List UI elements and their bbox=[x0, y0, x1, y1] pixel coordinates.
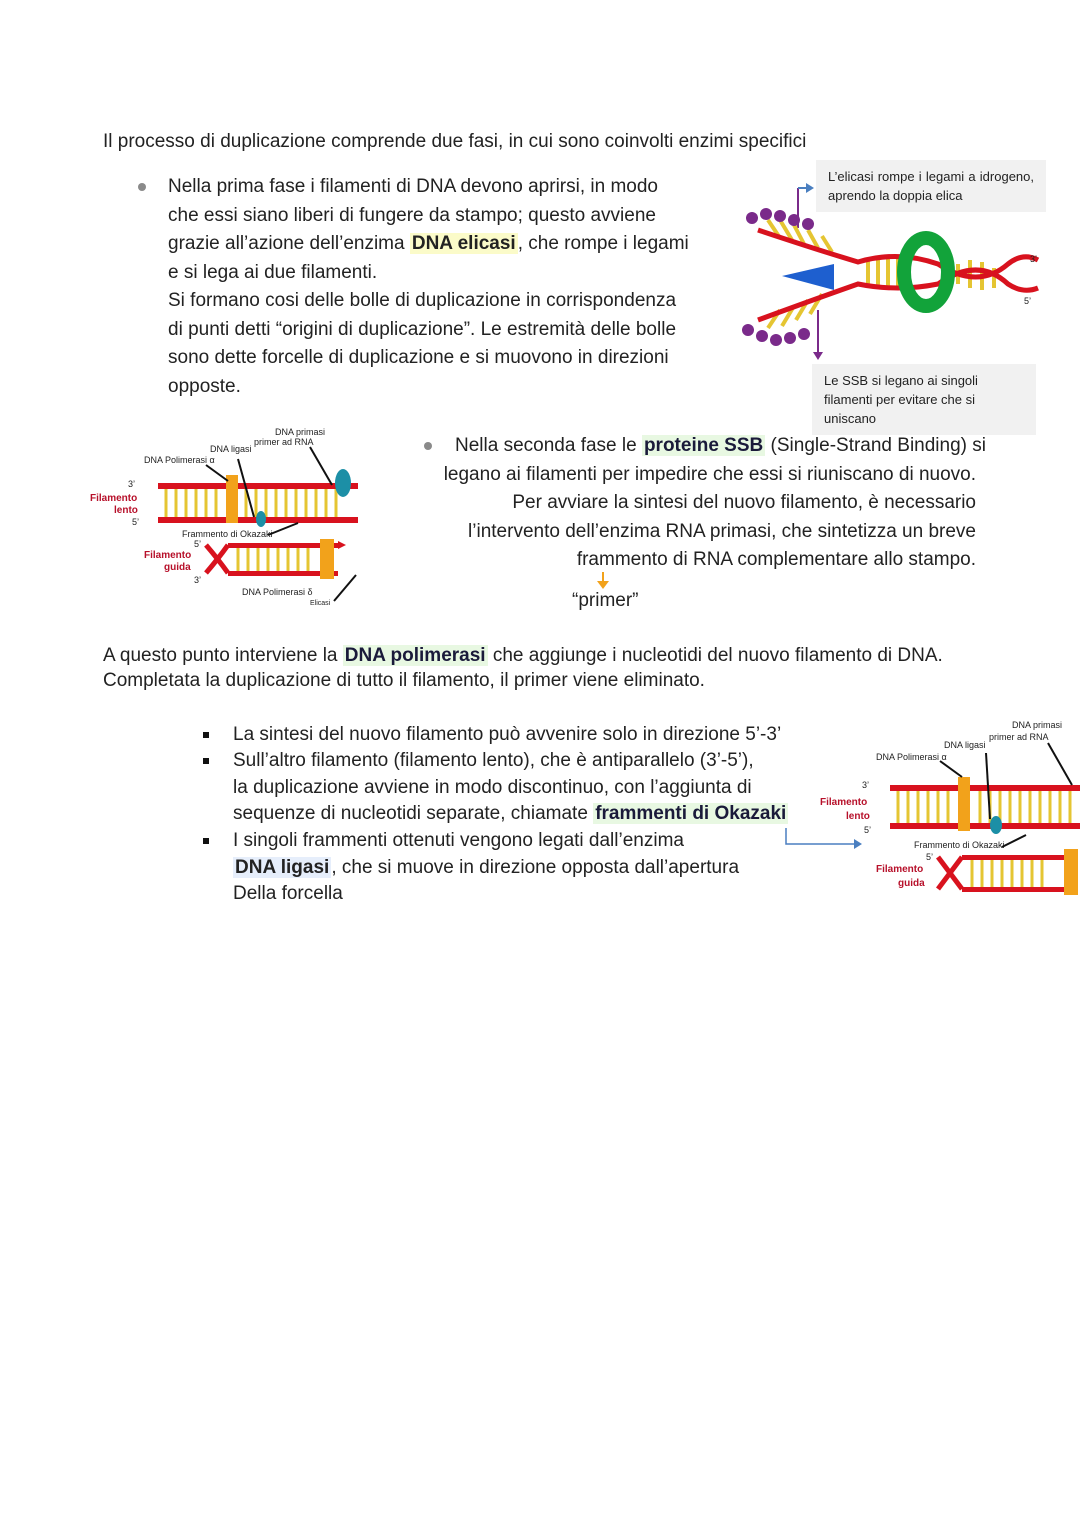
label-primer-rna: primer ad RNA bbox=[254, 437, 314, 447]
intro-text: Il processo di duplicazione comprende due fasi, in cui sono coinvolti enzimi specifici bbox=[103, 131, 807, 152]
phase2-line5: frammento di RNA complementare allo stampo. bbox=[576, 549, 976, 570]
phase1-line3-a: grazie all’azione dell’enzima bbox=[168, 233, 410, 254]
list-item2-line3 bbox=[233, 800, 788, 829]
list-item3-line2-b: , che si muove in direzione opposta dall’apertura bbox=[331, 857, 740, 878]
r-pointer-pol-alpha bbox=[940, 761, 962, 777]
label-elicasi: Elicasi bbox=[310, 600, 331, 605]
leading-rungs bbox=[238, 548, 308, 571]
r-pol-delta-block-icon bbox=[1064, 849, 1078, 895]
phase2-line1-a: Nella seconda fase le bbox=[455, 435, 642, 456]
leading-arrow-icon bbox=[338, 541, 346, 549]
pointer-primasi bbox=[310, 447, 332, 485]
fig1-label-3: 3’ bbox=[1030, 254, 1038, 264]
lagging-strand-top bbox=[158, 483, 358, 489]
r-lagging-strand-bottom bbox=[890, 823, 1080, 829]
label-filamento-guida-2: guida bbox=[164, 562, 191, 573]
phase1-line3-b: , che rompe i legami bbox=[517, 233, 689, 254]
bullet-item2 bbox=[203, 758, 209, 764]
label-filamento-lento-1: Filamento bbox=[90, 493, 138, 504]
r-label-primer-rna: primer ad RNA bbox=[989, 732, 1049, 742]
bullet-phase1 bbox=[138, 183, 146, 191]
r-label-dna-primasi: DNA primasi bbox=[1012, 720, 1063, 730]
pointer-pol-alpha bbox=[206, 465, 228, 481]
r-lagging-rungs bbox=[898, 791, 1070, 823]
label-dna-ligasi: DNA ligasi bbox=[210, 444, 252, 454]
frammenti-okazaki-highlight: frammenti di Okazaki bbox=[595, 803, 787, 824]
list-item2-line2: la duplicazione avviene in modo discontinuo, con l’aggiunta di bbox=[233, 777, 752, 798]
phase2-line3: Per avviare la sintesi del nuovo filamento, è necessario bbox=[512, 492, 976, 513]
primase-icon bbox=[335, 469, 351, 497]
pointer-elicasi bbox=[334, 575, 356, 601]
phase2-line1 bbox=[455, 432, 986, 461]
phase1-line2: che essi siano liberi di fungere da stampo; questo avviene bbox=[168, 204, 656, 226]
phase2-line1-b: (Single-Strand Binding) si bbox=[765, 435, 986, 456]
replication-fork-diagram-right bbox=[816, 715, 1080, 900]
polimerasi-line2: Completata la duplicazione di tutto il filamento, il primer viene eliminato. bbox=[103, 670, 705, 691]
phase2-line4: l’intervento dell’enzima RNA primasi, che sintetizza un breve bbox=[468, 521, 976, 542]
r-label-p5-top: 5’ bbox=[864, 825, 872, 835]
phase1-line3 bbox=[168, 230, 728, 259]
r-label-pol-alpha: DNA Polimerasi α bbox=[876, 752, 947, 762]
bullet-item3 bbox=[203, 838, 209, 844]
phase2-line2: legano ai filamenti per impedire che essi si riuniscano di nuovo. bbox=[443, 464, 976, 485]
polimerasi-line1-a: A questo punto interviene la bbox=[103, 645, 343, 666]
r-label-p5-bottom: 5’ bbox=[926, 852, 934, 862]
r-pointer-primasi bbox=[1048, 743, 1072, 785]
ligase-icon bbox=[256, 511, 266, 527]
label-p3-top: 3’ bbox=[128, 479, 136, 489]
label-pol-alpha: DNA Polimerasi α bbox=[144, 455, 215, 465]
r-label-filamento-lento-1: Filamento bbox=[820, 797, 868, 808]
r-label-filamento-guida-1: Filamento bbox=[876, 864, 924, 875]
r-label-filamento-guida-2: guida bbox=[898, 878, 925, 889]
phase1-paragraph bbox=[168, 173, 728, 401]
primase-triangle-icon bbox=[782, 264, 834, 290]
arrow-head-right-icon bbox=[806, 183, 814, 193]
phase1-line7: sono dette forcelle di duplicazione e si muovono in direzioni bbox=[168, 347, 669, 368]
phase1-line1: Nella prima fase i filamenti di DNA devono aprirsi, in modo bbox=[168, 176, 658, 197]
dna-polimerasi-highlight: DNA polimerasi bbox=[344, 645, 486, 666]
list-item3-line1: I singoli frammenti ottenuti vengono legati dall’enzima bbox=[233, 830, 684, 851]
label-filamento-lento-2: lento bbox=[114, 505, 138, 516]
phase1-line6: di punti detti “origini di duplicazione”. Le estremità delle bolle bbox=[168, 318, 677, 340]
helicase-diagram bbox=[738, 180, 1050, 365]
dna-elicasi-highlight: DNA elicasi bbox=[411, 233, 516, 254]
r-pol-alpha-block-icon bbox=[958, 777, 970, 831]
fig1-caption-bottom: Le SSB si legano ai singoli filamenti per evitare che si uniscano bbox=[812, 364, 1036, 435]
polimerasi-line1-b: che aggiunge i nucleotidi del nuovo filamento di DNA. bbox=[487, 645, 943, 666]
list-item3-line3: Della forcella bbox=[233, 883, 343, 904]
r-ligase-icon bbox=[990, 816, 1002, 834]
pol-alpha-block-icon bbox=[226, 475, 238, 523]
phase1-line4: e si lega ai due filamenti. bbox=[168, 261, 378, 283]
list-item2-line1: Sull’altro filamento (filamento lento), che è antiparallelo (3’-5’), bbox=[233, 750, 754, 771]
label-pol-delta: DNA Polimerasi δ bbox=[242, 587, 313, 597]
primer-label: “primer” bbox=[572, 590, 639, 611]
pol-delta-block-icon bbox=[320, 539, 334, 579]
list-item2-line3-a: sequenze di nucleotidi separate, chiamate bbox=[233, 803, 594, 824]
r-label-dna-ligasi: DNA ligasi bbox=[944, 740, 986, 750]
r-leading-rungs bbox=[972, 860, 1042, 887]
bullet-item1 bbox=[203, 732, 209, 738]
label-p3-bottom: 3’ bbox=[194, 575, 202, 585]
r-label-filamento-lento-2: lento bbox=[846, 811, 870, 822]
phase1-line5: Si formano cosi delle bolle di duplicazione in corrispondenza bbox=[168, 290, 677, 311]
r-leading-strand-top bbox=[962, 855, 1072, 860]
list-item3-line2 bbox=[233, 854, 739, 883]
r-pointer-okazaki bbox=[1002, 835, 1026, 847]
r-lagging-strand-top bbox=[890, 785, 1080, 791]
label-okazaki: Frammento di Okazaki bbox=[182, 529, 273, 539]
fig1-caption-top: L’elicasi rompe i legami a idrogeno, aprendo la doppia elica bbox=[816, 160, 1046, 212]
dna-ligasi-highlight: DNA ligasi bbox=[235, 857, 330, 878]
r-label-p3-top: 3’ bbox=[862, 780, 870, 790]
label-p5-bottom: 5’ bbox=[194, 539, 202, 549]
list-item1: La sintesi del nuovo filamento può avvenire solo in direzione 5’-3’ bbox=[233, 724, 782, 745]
r-label-okazaki: Frammento di Okazaki bbox=[914, 840, 1005, 850]
label-filamento-guida-1: Filamento bbox=[144, 550, 192, 561]
r-leading-strand-bottom bbox=[962, 887, 1072, 892]
phase1-line8: opposte. bbox=[168, 375, 241, 397]
fig1-label-5: 5’ bbox=[1024, 296, 1032, 306]
proteine-ssb-highlight: proteine SSB bbox=[643, 435, 764, 456]
arrow-head-down-icon bbox=[813, 352, 823, 360]
helicase-ring-icon bbox=[904, 238, 948, 306]
bullet-phase2 bbox=[424, 442, 432, 450]
label-p5-top: 5’ bbox=[132, 517, 140, 527]
label-dna-primasi: DNA primasi bbox=[275, 427, 326, 437]
replication-fork-diagram bbox=[88, 425, 363, 605]
